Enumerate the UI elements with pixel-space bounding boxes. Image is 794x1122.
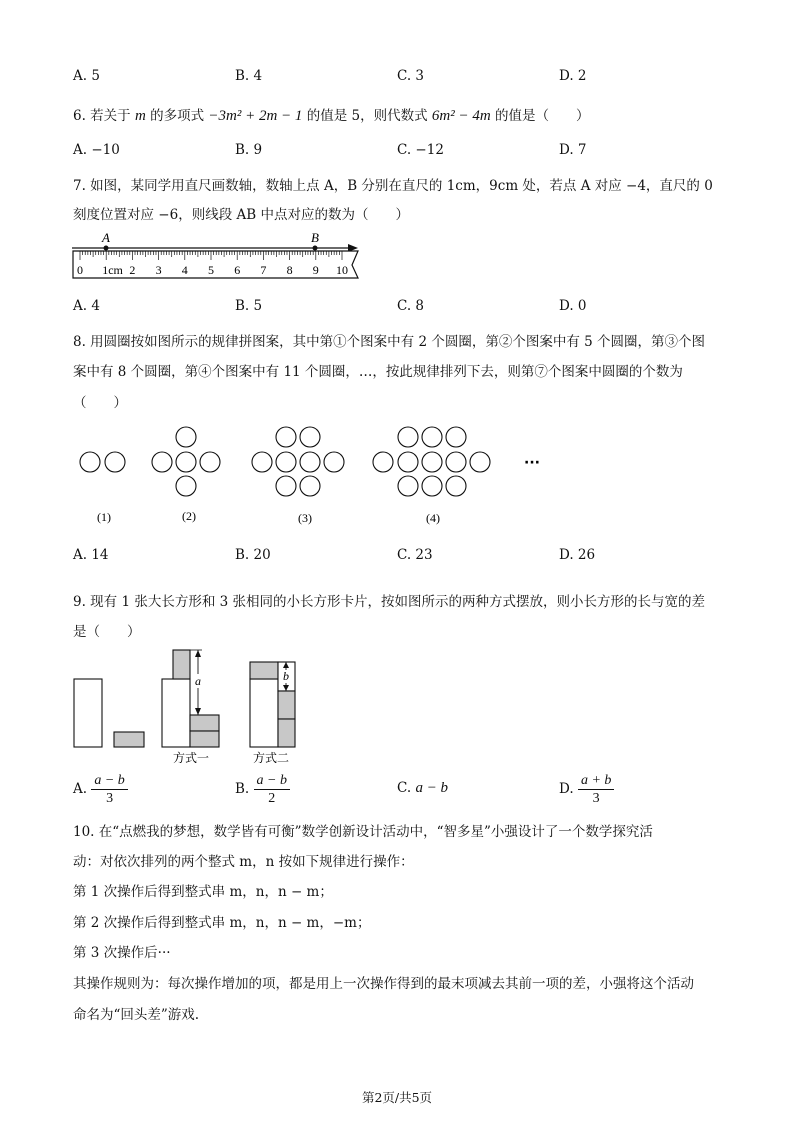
circle — [422, 427, 442, 447]
q6-expr2: 6m² − 4m — [431, 108, 491, 124]
q10-stem-line3: 第 1 次操作后得到整式串 m，n，n − m； — [73, 884, 333, 900]
ruler-tick-label: 4 — [181, 263, 188, 277]
pattern-label-2: (2) — [182, 509, 196, 523]
pattern-2 — [152, 427, 220, 496]
pattern-1 — [80, 452, 125, 472]
circle — [300, 427, 320, 447]
circle — [398, 427, 418, 447]
q8-option-d: D. 26 — [559, 547, 596, 563]
way-one-label: 方式一 — [173, 751, 210, 765]
option-prefix: C. — [397, 780, 412, 796]
way-two-label: 方式二 — [253, 751, 290, 765]
pattern-ellipsis: ··· — [524, 455, 540, 471]
circle — [324, 452, 344, 472]
pattern-label-4: (4) — [426, 511, 440, 525]
pattern-3 — [252, 427, 344, 496]
circle — [276, 427, 296, 447]
circle — [276, 476, 296, 496]
fraction — [91, 772, 127, 807]
ruler-tick-label: 1cm — [102, 263, 123, 277]
circle — [152, 452, 172, 472]
option-expression: a − b — [415, 780, 449, 796]
q8-stem-line3: （ ） — [73, 395, 127, 411]
pattern-label-1: (1) — [97, 510, 111, 524]
point-a-label: A — [102, 230, 110, 245]
circle — [422, 452, 442, 472]
page-footer: 第2页/共5页 — [361, 1090, 433, 1105]
small-rectangle-vertical — [278, 691, 295, 719]
q5-option-b: B. 4 — [235, 68, 263, 84]
big-rectangle — [162, 679, 190, 747]
pattern-label-3: (3) — [298, 511, 312, 525]
arrow-down-icon — [195, 708, 201, 715]
q10-stem-line2: 动：对依次排列的两个整式 m，n 按如下规律进行操作： — [73, 854, 414, 870]
ruler-tick-label: 9 — [312, 263, 319, 277]
circle — [398, 476, 418, 496]
q10-stem-line6: 其操作规则为：每次操作增加的项，都是用上一次操作得到的最末项减去其前一项的差，小强将这个活动 — [73, 976, 694, 992]
way-one — [162, 650, 219, 747]
small-rectangle — [250, 662, 278, 679]
q10-stem-line7: 命名为“回头差”游戏. — [73, 1007, 200, 1023]
q6-option-b: B. 9 — [235, 142, 263, 158]
fraction-numerator: a − b — [254, 772, 290, 790]
big-rectangle — [250, 679, 278, 747]
circle — [422, 476, 442, 496]
q8-stem-line2: 案中有 8 个圆圈，第④个图案中有 11 个圆圈，…，按此规律排列下去，则第⑦个图案中圆圈的个数为 — [73, 364, 683, 380]
q6-var: m — [134, 108, 146, 124]
dimension-b-label: b — [283, 669, 289, 683]
circle — [200, 452, 220, 472]
q9-stem-line1: 9. 现有 1 张大长方形和 3 张相同的小长方形卡片，按如图所示的两种方式摆放，则小长方形的长与宽的差 — [73, 594, 706, 610]
circle — [176, 427, 196, 447]
q9-option-a — [73, 772, 128, 807]
dimension-a-label: a — [195, 674, 201, 688]
circle — [446, 476, 466, 496]
q7-stem-line1: 7. 如图，某同学用直尺画数轴，数轴上点 A，B 分别在直尺的 1cm，9cm 处，若点 A 对应 −4，直尺的 0 — [73, 178, 713, 194]
fraction-denominator: 2 — [268, 791, 276, 806]
circle — [398, 452, 418, 472]
q10-stem-line4: 第 2 次操作后得到整式串 m，n，n − m，−m； — [73, 915, 371, 931]
q5-option-a: A. 5 — [73, 68, 100, 84]
fraction-numerator: a + b — [578, 772, 614, 790]
small-rectangle-vertical — [278, 719, 295, 747]
small-rectangle — [190, 715, 219, 731]
q8-option-a: A. 14 — [73, 547, 109, 563]
big-rectangle — [74, 679, 102, 747]
q6-option-c: C. −12 — [397, 142, 444, 158]
q9-option-c — [397, 780, 448, 797]
q5-option-d: D. 2 — [559, 68, 587, 84]
q7-option-b: B. 5 — [235, 298, 263, 314]
circle — [176, 452, 196, 472]
ruler-tick-label: 6 — [234, 263, 241, 277]
fraction-denominator: 3 — [592, 791, 600, 806]
circle — [470, 452, 490, 472]
q7-option-c: C. 8 — [397, 298, 425, 314]
q6-stem-part: 的值是（ ） — [495, 108, 590, 124]
way-two — [250, 662, 295, 747]
circle — [446, 452, 466, 472]
pattern-4 — [373, 427, 490, 496]
q6-stem — [73, 104, 590, 125]
fraction-numerator: a − b — [91, 772, 127, 790]
small-rectangle — [114, 732, 144, 747]
q6-stem-part: 6. 若关于 — [73, 108, 131, 124]
ruler-figure — [70, 228, 370, 288]
q10-stem-line5: 第 3 次操作后··· — [73, 945, 171, 961]
q9-option-b — [235, 772, 290, 807]
option-prefix: B. — [235, 781, 250, 797]
option-prefix: D. — [559, 781, 574, 797]
ruler-tick-label: 5 — [208, 263, 214, 277]
small-rectangle-vertical — [173, 650, 190, 679]
small-rectangle — [190, 731, 219, 747]
q6-stem-part: 的多项式 — [150, 108, 205, 124]
q7-stem-line2: 刻度位置对应 −6，则线段 AB 中点对应的数为（ ） — [73, 207, 409, 223]
q9-stem-line2: 是（ ） — [73, 624, 141, 640]
q6-expr1: −3m² + 2m − 1 — [208, 108, 303, 124]
circle-pattern-figure — [70, 420, 550, 535]
ruler-tick-label: 3 — [155, 263, 162, 277]
q8-stem-line1: 8. 用圆圈按如图所示的规律拼图案，其中第①个图案中有 2 个圆圈，第②个图案中有 5 个圆圈，第③个图 — [73, 334, 706, 350]
q10-stem-line1: 10. 在“点燃我的梦想，数学皆有可衡”数学创新设计活动中，“智多星”小强设计了一个数学探究活 — [73, 824, 653, 840]
circle — [252, 452, 272, 472]
q8-option-c: C. 23 — [397, 547, 433, 563]
circle — [373, 452, 393, 472]
ruler-tick-label: 7 — [260, 263, 267, 277]
q9-option-d — [559, 772, 614, 807]
ruler-tick-label: 10 — [336, 263, 348, 277]
circle — [446, 427, 466, 447]
ruler-tick-label: 0 — [77, 263, 83, 277]
rectangle-cards-figure — [70, 645, 310, 770]
point-a-dot — [104, 246, 109, 251]
circle — [300, 476, 320, 496]
circle — [300, 452, 320, 472]
fraction — [254, 772, 290, 807]
option-prefix: A. — [73, 781, 88, 797]
arrow-up-icon — [195, 650, 201, 657]
q5-option-c: C. 3 — [397, 68, 425, 84]
q6-option-a: A. −10 — [73, 142, 120, 158]
q7-option-a: A. 4 — [73, 298, 100, 314]
q6-stem-part: 的值是 5，则代数式 — [306, 108, 428, 124]
fraction — [578, 772, 614, 807]
q8-option-b: B. 20 — [235, 547, 271, 563]
q6-option-d: D. 7 — [559, 142, 587, 158]
point-b-label: B — [311, 230, 319, 245]
q7-option-d: D. 0 — [559, 298, 587, 314]
circle — [176, 476, 196, 496]
ruler-tick-label: 2 — [129, 263, 136, 277]
circle — [276, 452, 296, 472]
circle — [80, 452, 100, 472]
fraction-denominator: 3 — [106, 791, 114, 806]
circle — [105, 452, 125, 472]
point-b-dot — [313, 246, 318, 251]
ruler-tick-label: 8 — [286, 263, 293, 277]
